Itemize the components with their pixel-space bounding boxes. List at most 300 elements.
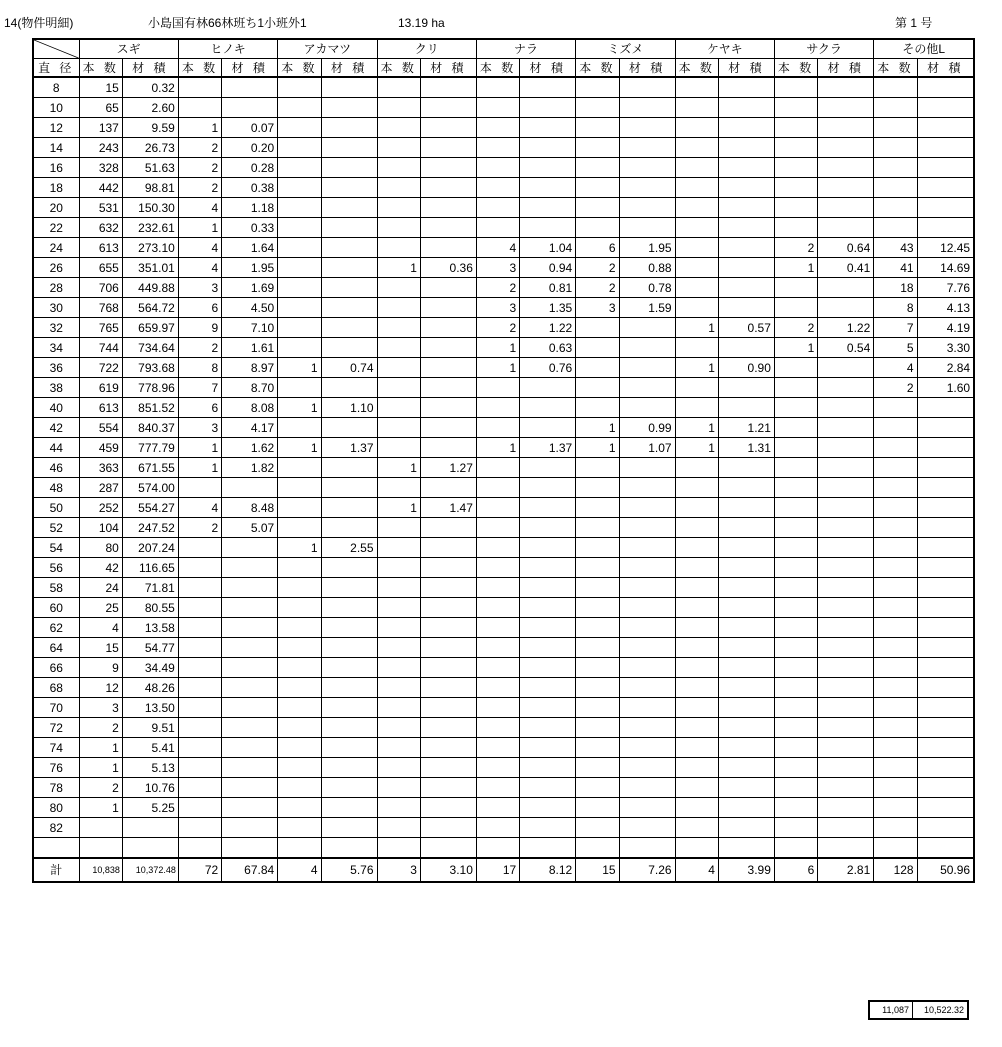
count-cell: [874, 658, 917, 678]
count-header: 本 数: [476, 59, 519, 78]
volume-cell: 449.88: [122, 278, 178, 298]
count-cell: [278, 558, 321, 578]
table-row: [33, 138, 974, 158]
volume-cell: [818, 578, 874, 598]
volume-cell: [718, 238, 774, 258]
volume-cell: [619, 318, 675, 338]
count-cell: 8: [874, 298, 917, 318]
volume-cell: 12.45: [917, 238, 974, 258]
volume-cell: 1.10: [321, 398, 377, 418]
volume-cell: [420, 178, 476, 198]
count-cell: [774, 638, 817, 658]
count-cell: 613: [79, 238, 122, 258]
count-cell: [675, 178, 718, 198]
count-cell: 287: [79, 478, 122, 498]
volume-cell: 5.07: [222, 518, 278, 538]
count-cell: [576, 178, 619, 198]
diameter-cell: 22: [33, 218, 79, 238]
count-cell: [178, 538, 221, 558]
count-cell: 3: [476, 298, 519, 318]
count-cell: [178, 638, 221, 658]
volume-cell: [718, 158, 774, 178]
table-row: [33, 538, 974, 558]
count-cell: 3: [178, 418, 221, 438]
volume-cell: [917, 658, 974, 678]
volume-cell: [520, 818, 576, 838]
volume-cell: [619, 698, 675, 718]
volume-cell: [718, 98, 774, 118]
total-volume-cell: 67.84: [222, 858, 278, 882]
count-cell: [874, 578, 917, 598]
count-cell: [377, 518, 420, 538]
count-cell: [377, 658, 420, 678]
volume-cell: [718, 138, 774, 158]
volume-cell: 2.60: [122, 98, 178, 118]
count-cell: [377, 718, 420, 738]
volume-cell: [619, 598, 675, 618]
count-cell: [774, 838, 817, 859]
volume-cell: [420, 398, 476, 418]
volume-cell: [818, 698, 874, 718]
count-cell: [576, 498, 619, 518]
volume-cell: 5.13: [122, 758, 178, 778]
volume-cell: [619, 678, 675, 698]
volume-cell: [917, 798, 974, 818]
volume-cell: 564.72: [122, 298, 178, 318]
volume-cell: [718, 698, 774, 718]
volume-cell: [917, 558, 974, 578]
volume-cell: [619, 738, 675, 758]
volume-cell: [520, 218, 576, 238]
volume-cell: [917, 538, 974, 558]
total-volume-cell: 3.10: [420, 858, 476, 882]
volume-cell: [917, 77, 974, 98]
count-cell: [576, 318, 619, 338]
count-cell: [576, 778, 619, 798]
total-count-cell: 15: [576, 858, 619, 882]
count-cell: 2: [178, 138, 221, 158]
count-cell: [476, 618, 519, 638]
count-cell: [278, 318, 321, 338]
count-cell: 1: [178, 218, 221, 238]
count-cell: [278, 698, 321, 718]
volume-cell: 207.24: [122, 538, 178, 558]
grand-total-count: 11,087: [869, 1001, 913, 1019]
volume-cell: [420, 118, 476, 138]
table-row: [33, 518, 974, 538]
diameter-cell: 36: [33, 358, 79, 378]
volume-cell: 26.73: [122, 138, 178, 158]
count-header: 本 数: [874, 59, 917, 78]
volume-cell: [818, 598, 874, 618]
volume-cell: 48.26: [122, 678, 178, 698]
volume-cell: [222, 838, 278, 859]
diameter-cell: 30: [33, 298, 79, 318]
volume-cell: [619, 718, 675, 738]
count-cell: 6: [576, 238, 619, 258]
diameter-cell: 82: [33, 818, 79, 838]
volume-cell: [420, 418, 476, 438]
volume-cell: [520, 77, 576, 98]
volume-cell: [917, 198, 974, 218]
volume-cell: [718, 458, 774, 478]
volume-cell: [420, 478, 476, 498]
total-volume-cell: 7.26: [619, 858, 675, 882]
count-cell: [476, 398, 519, 418]
total-label: 計: [33, 858, 79, 882]
volume-cell: 80.55: [122, 598, 178, 618]
volume-cell: [321, 258, 377, 278]
count-cell: [675, 498, 718, 518]
volume-cell: [520, 518, 576, 538]
count-cell: 442: [79, 178, 122, 198]
count-cell: [874, 98, 917, 118]
count-cell: [576, 618, 619, 638]
volume-cell: [917, 638, 974, 658]
count-cell: [377, 798, 420, 818]
count-cell: [278, 618, 321, 638]
count-header: 本 数: [675, 59, 718, 78]
count-cell: [377, 178, 420, 198]
diameter-cell: 74: [33, 738, 79, 758]
count-cell: 18: [874, 278, 917, 298]
count-cell: [178, 838, 221, 859]
count-cell: [874, 618, 917, 638]
count-cell: [79, 838, 122, 859]
volume-cell: 0.28: [222, 158, 278, 178]
count-cell: [377, 77, 420, 98]
volume-cell: [917, 578, 974, 598]
count-cell: [476, 818, 519, 838]
count-cell: 104: [79, 518, 122, 538]
count-cell: [675, 718, 718, 738]
count-cell: [377, 158, 420, 178]
count-cell: 2: [774, 238, 817, 258]
count-cell: [675, 138, 718, 158]
count-cell: [377, 298, 420, 318]
count-cell: 4: [79, 618, 122, 638]
volume-cell: [321, 198, 377, 218]
volume-cell: [321, 77, 377, 98]
count-cell: [874, 218, 917, 238]
count-cell: [774, 538, 817, 558]
volume-cell: [818, 798, 874, 818]
count-cell: 1: [79, 758, 122, 778]
volume-cell: 0.94: [520, 258, 576, 278]
volume-cell: [420, 758, 476, 778]
volume-cell: [818, 618, 874, 638]
volume-cell: 5.41: [122, 738, 178, 758]
volume-cell: [321, 218, 377, 238]
count-cell: 9: [178, 318, 221, 338]
count-cell: [874, 718, 917, 738]
species-header: アカマツ: [278, 39, 377, 59]
count-cell: [377, 378, 420, 398]
count-cell: [675, 798, 718, 818]
volume-cell: [420, 298, 476, 318]
count-cell: [675, 398, 718, 418]
volume-cell: [917, 818, 974, 838]
total-count-cell: 10,838: [79, 858, 122, 882]
count-cell: 2: [178, 338, 221, 358]
count-cell: 613: [79, 398, 122, 418]
count-cell: [377, 638, 420, 658]
volume-cell: [718, 778, 774, 798]
volume-cell: [619, 218, 675, 238]
volume-cell: [222, 678, 278, 698]
volume-cell: [619, 118, 675, 138]
volume-cell: [818, 138, 874, 158]
diameter-cell: 64: [33, 638, 79, 658]
diameter-cell: 40: [33, 398, 79, 418]
volume-cell: [718, 478, 774, 498]
volume-cell: 2.84: [917, 358, 974, 378]
volume-cell: [420, 718, 476, 738]
volume-cell: [321, 378, 377, 398]
count-cell: 1: [278, 398, 321, 418]
count-cell: [476, 158, 519, 178]
count-cell: [377, 358, 420, 378]
volume-cell: [917, 218, 974, 238]
volume-cell: [917, 698, 974, 718]
volume-cell: [718, 518, 774, 538]
count-cell: [774, 77, 817, 98]
count-cell: 1: [278, 358, 321, 378]
count-cell: 1: [675, 318, 718, 338]
count-cell: [774, 758, 817, 778]
count-cell: [278, 638, 321, 658]
count-cell: [377, 598, 420, 618]
volume-cell: [718, 558, 774, 578]
volume-cell: 54.77: [122, 638, 178, 658]
count-cell: [774, 818, 817, 838]
count-cell: [278, 738, 321, 758]
volume-cell: [520, 118, 576, 138]
diameter-cell: 44: [33, 438, 79, 458]
count-cell: [178, 678, 221, 698]
volume-cell: [222, 558, 278, 578]
volume-cell: [420, 798, 476, 818]
count-cell: [278, 198, 321, 218]
count-cell: 1: [675, 358, 718, 378]
count-cell: 1: [178, 458, 221, 478]
count-cell: 4: [178, 198, 221, 218]
count-cell: 706: [79, 278, 122, 298]
volume-cell: [619, 838, 675, 859]
volume-cell: 10.76: [122, 778, 178, 798]
count-cell: [178, 798, 221, 818]
count-cell: 41: [874, 258, 917, 278]
count-cell: [576, 798, 619, 818]
volume-cell: [818, 298, 874, 318]
total-count-cell: 17: [476, 858, 519, 882]
count-cell: 328: [79, 158, 122, 178]
volume-cell: 34.49: [122, 658, 178, 678]
table-row: [33, 798, 974, 818]
volume-cell: 554.27: [122, 498, 178, 518]
volume-cell: [420, 658, 476, 678]
count-header: 本 数: [178, 59, 221, 78]
count-cell: [476, 538, 519, 558]
count-cell: [774, 158, 817, 178]
volume-cell: [718, 118, 774, 138]
count-cell: [675, 98, 718, 118]
count-cell: [476, 138, 519, 158]
volume-cell: [917, 758, 974, 778]
volume-cell: [222, 638, 278, 658]
species-header: ミズメ: [576, 39, 675, 59]
count-cell: [675, 378, 718, 398]
volume-cell: [321, 678, 377, 698]
species-header: ナラ: [476, 39, 575, 59]
volume-cell: [619, 358, 675, 378]
volume-cell: 1.22: [520, 318, 576, 338]
volume-cell: [420, 558, 476, 578]
diameter-cell: 26: [33, 258, 79, 278]
table-row: [33, 77, 974, 98]
table-row: [33, 438, 974, 458]
count-cell: [377, 138, 420, 158]
species-header: ヒノキ: [178, 39, 277, 59]
volume-cell: [818, 458, 874, 478]
volume-cell: [917, 838, 974, 859]
volume-cell: 1.37: [520, 438, 576, 458]
volume-header: 材 積: [321, 59, 377, 78]
volume-cell: [520, 98, 576, 118]
volume-cell: 1.47: [420, 498, 476, 518]
volume-cell: [917, 718, 974, 738]
diameter-cell: 52: [33, 518, 79, 538]
table-row: [33, 598, 974, 618]
volume-cell: [420, 698, 476, 718]
volume-cell: [818, 558, 874, 578]
volume-cell: 4.17: [222, 418, 278, 438]
diameter-cell: 32: [33, 318, 79, 338]
count-cell: [874, 538, 917, 558]
table-row: [33, 758, 974, 778]
count-cell: 15: [79, 638, 122, 658]
count-cell: 6: [178, 298, 221, 318]
count-cell: [675, 118, 718, 138]
count-cell: 765: [79, 318, 122, 338]
volume-cell: 273.10: [122, 238, 178, 258]
count-cell: [278, 658, 321, 678]
volume-cell: 1.18: [222, 198, 278, 218]
count-cell: [178, 578, 221, 598]
total-volume-cell: 5.76: [321, 858, 377, 882]
count-cell: [377, 478, 420, 498]
volume-cell: 0.33: [222, 218, 278, 238]
count-cell: [178, 758, 221, 778]
count-cell: 3: [476, 258, 519, 278]
volume-cell: 13.50: [122, 698, 178, 718]
count-cell: 252: [79, 498, 122, 518]
count-cell: [774, 198, 817, 218]
volume-cell: 1.37: [321, 438, 377, 458]
volume-cell: 1.95: [619, 238, 675, 258]
volume-cell: [520, 638, 576, 658]
volume-cell: [321, 298, 377, 318]
count-cell: 1: [675, 438, 718, 458]
volume-cell: [520, 478, 576, 498]
diameter-cell: 20: [33, 198, 79, 218]
volume-cell: [619, 98, 675, 118]
count-cell: [377, 118, 420, 138]
volume-cell: [818, 77, 874, 98]
volume-cell: [520, 738, 576, 758]
count-cell: [874, 738, 917, 758]
count-cell: [377, 418, 420, 438]
count-cell: [774, 458, 817, 478]
count-cell: [178, 778, 221, 798]
volume-cell: 0.81: [520, 278, 576, 298]
count-cell: [278, 518, 321, 538]
count-cell: 24: [79, 578, 122, 598]
count-cell: [278, 278, 321, 298]
volume-cell: [718, 658, 774, 678]
count-cell: 1: [178, 118, 221, 138]
count-cell: [476, 678, 519, 698]
count-cell: 531: [79, 198, 122, 218]
count-cell: [576, 338, 619, 358]
volume-cell: [321, 698, 377, 718]
volume-cell: [520, 718, 576, 738]
volume-cell: [718, 678, 774, 698]
count-cell: 1: [377, 458, 420, 478]
total-volume-cell: 10,372.48: [122, 858, 178, 882]
table-row: [33, 158, 974, 178]
volume-cell: [420, 638, 476, 658]
total-count-cell: 4: [675, 858, 718, 882]
volume-cell: [619, 758, 675, 778]
count-cell: [178, 558, 221, 578]
count-cell: 2: [476, 318, 519, 338]
table-row: [33, 578, 974, 598]
count-cell: [774, 578, 817, 598]
volume-cell: [222, 598, 278, 618]
volume-cell: 0.99: [619, 418, 675, 438]
count-cell: [675, 578, 718, 598]
count-cell: [476, 778, 519, 798]
species-header: スギ: [79, 39, 178, 59]
volume-cell: [718, 338, 774, 358]
count-cell: [675, 338, 718, 358]
count-cell: [576, 698, 619, 718]
volume-cell: [917, 518, 974, 538]
count-cell: [377, 338, 420, 358]
count-cell: 12: [79, 678, 122, 698]
count-cell: 1: [178, 438, 221, 458]
volume-cell: [222, 698, 278, 718]
count-cell: 2: [874, 378, 917, 398]
count-cell: 5: [874, 338, 917, 358]
count-cell: [377, 218, 420, 238]
count-cell: [79, 818, 122, 838]
area-label: 13.19 ha: [398, 16, 445, 30]
count-cell: 3: [178, 278, 221, 298]
count-cell: 65: [79, 98, 122, 118]
volume-cell: [222, 98, 278, 118]
count-cell: [377, 758, 420, 778]
count-cell: [675, 278, 718, 298]
count-cell: [774, 778, 817, 798]
volume-cell: 0.38: [222, 178, 278, 198]
count-cell: [576, 558, 619, 578]
diameter-cell: 70: [33, 698, 79, 718]
volume-cell: 8.48: [222, 498, 278, 518]
count-cell: 1: [377, 258, 420, 278]
count-cell: 619: [79, 378, 122, 398]
